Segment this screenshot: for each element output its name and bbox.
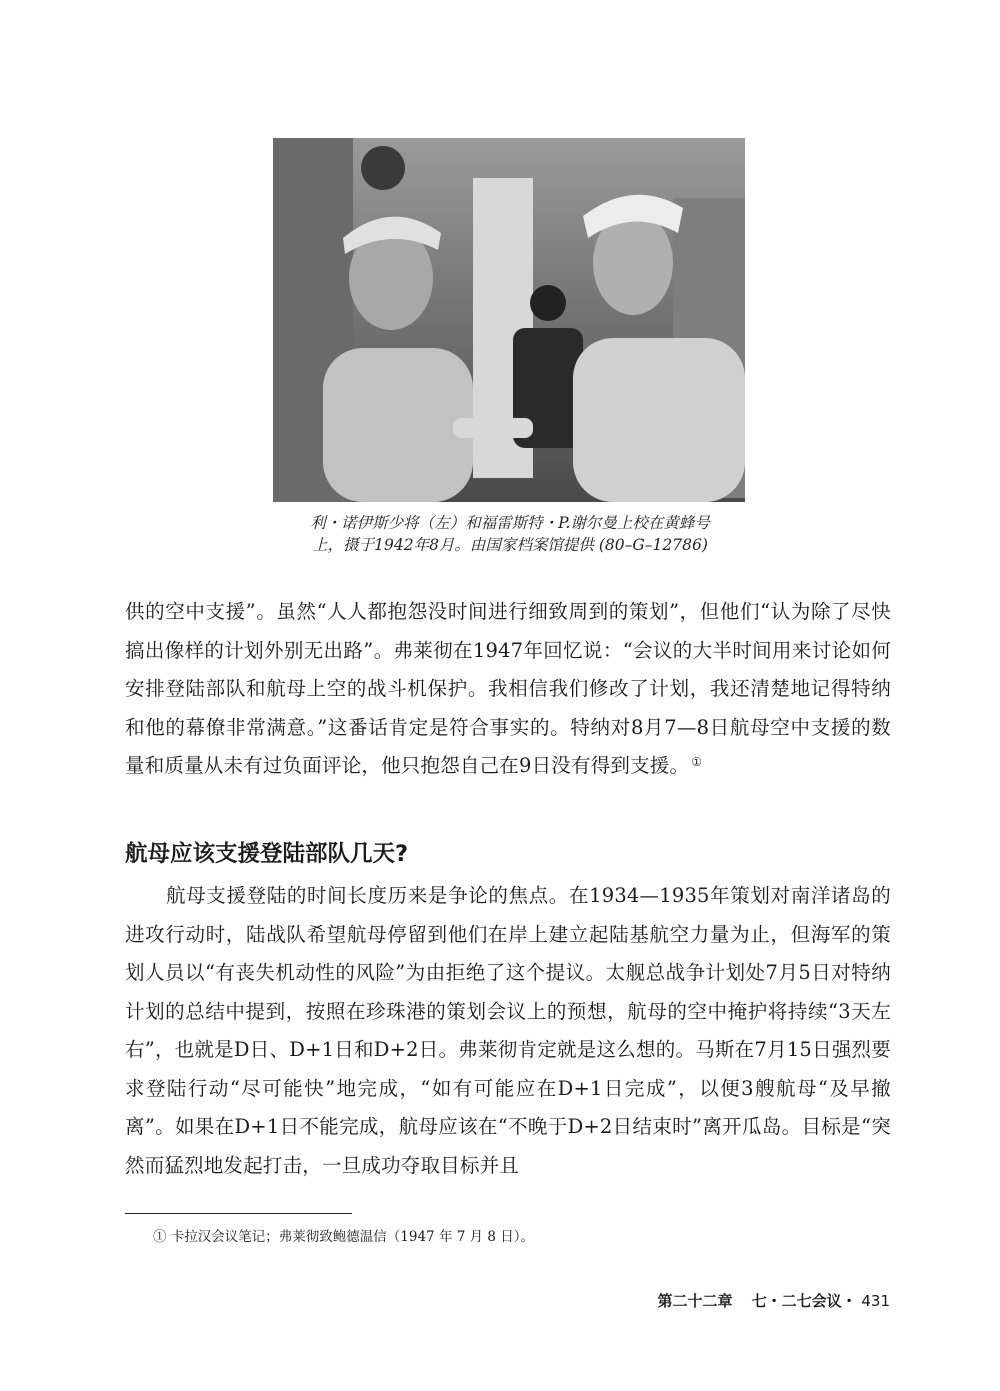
photo-icon <box>273 138 745 502</box>
footer-title: 七・二七会议・ <box>751 1292 857 1310</box>
historical-photo <box>273 138 745 502</box>
page-number: 431 <box>861 1292 890 1310</box>
caption-line-1: 利・诺伊斯少将（左）和福雷斯特・P.谢尔曼上校在黄蜂号 <box>310 514 710 532</box>
caption-line-2: 上，摄于1942年8月。由国家档案馆提供 (80–G–12786) <box>312 536 708 554</box>
footer-chapter: 第二十二章 <box>657 1292 733 1310</box>
paragraph-text: 航母支援登陆的时间长度历来是争论的焦点。在1934—1935年策划对南洋诸岛的进攻行动时，陆战队希望航母停留到他们在岸上建立起陆基航空力量为止，但海军的策划人员以“有丧失机动性的风险”为由拒绝了这个提议。太舰总战争计划处7月5日对特纳计划的总结中提到，按照在珍珠港的策划会议上的预想，航母的空中掩护将持续“3天左右”，也就是D日、D+1日和D+2日。弗莱彻肯定就是这么想的。马斯在7月15日强烈要求登陆行动“尽可能快”地完成，“如有可能应在D+1日完成”，以便3艘航母“及早撤离”。如果在D+1日不能完成，航母应该在“不晚于D+2日结束时”离开瓜岛。目标是“突然而猛烈地发起打击，一旦成功夺取目标并且 <box>125 884 891 1177</box>
body-paragraph-1 <box>125 593 891 786</box>
footnote-reference[interactable]: ① <box>691 755 703 769</box>
section-heading: 航母应该支援登陆部队几天? <box>125 841 409 867</box>
footnote-divider <box>125 1213 352 1214</box>
page-footer <box>657 1290 890 1311</box>
footnote: ① 卡拉汉会议笔记；弗莱彻致鲍德温信（1947 年 7 月 8 日）。 <box>153 1229 535 1245</box>
photo-caption <box>200 512 820 556</box>
body-paragraph-2 <box>125 877 891 1185</box>
paragraph-text: 供的空中支援”。虽然“人人都抱怨没时间进行细致周到的策划”，但他们“认为除了尽快搞出像样的计划外别无出路”。弗莱彻在1947年回忆说：“会议的大半时间用来讨论如何安排登陆部队和航母上空的战斗机保护。我相信我们修改了计划，我还清楚地记得特纳和他的幕僚非常满意。”这番话肯定是符合事实的。特纳对8月7—8日航母空中支援的数量和质量从未有过负面评论，他只抱怨自己在9日没有得到支援。 <box>125 600 891 777</box>
